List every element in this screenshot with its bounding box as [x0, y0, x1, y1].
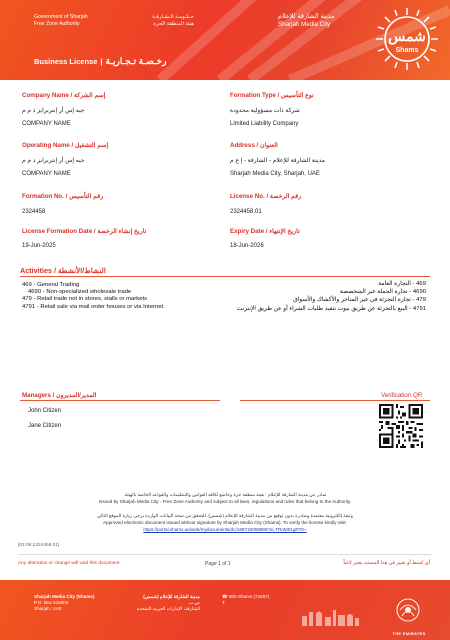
smc-text-block [278, 12, 368, 29]
company-name-value-en: COMPANY NAME [22, 121, 71, 127]
activities-title-en: Activities / [20, 266, 56, 275]
verification-divider [240, 400, 430, 401]
footer-contact-en [34, 594, 95, 612]
verification-qr-title: Verification QR [381, 392, 423, 399]
license-no-label [230, 193, 301, 200]
footer-po-box-ar: ص.ب [188, 600, 200, 605]
verification-link[interactable]: https://portal.shams.ae/web/mydocuments/dc/168715068996?d=TRnM01gRT0= [143, 527, 307, 532]
verification-qr-code-icon[interactable] [379, 404, 423, 448]
address-value-en: Sharjah Media City, Sharjah, UAE [230, 171, 320, 177]
formation-no-label-en: Formation No. / [22, 193, 68, 200]
formation-type-value-en: Limited Liability Company [230, 121, 299, 127]
activity-item-ar: 469 - التجارة العامة [378, 281, 426, 287]
document-reference: [02.08.2324458.01] [18, 543, 60, 548]
footer-divider [18, 554, 432, 555]
expiry-date-label-ar: تاريخ الإنتهاء [269, 228, 300, 235]
formation-type-label [230, 92, 314, 99]
shams-logo-en: Shams [395, 47, 419, 54]
company-name-label-en: Company Name / [22, 92, 73, 99]
formation-type-label-ar: نوع التأسيس [281, 92, 314, 99]
managers-title-ar: المدير/المديرون [56, 392, 97, 399]
disclaimer-ar-2: وثيقة إلكترونية معتمدة وصادرة بدون توقيع من مدينة الشارقة للإعلام (شمس). للتحقق من صحة البيانات الواردة يرجى زيارة الموقع التالي [97, 513, 353, 518]
license-formation-date-label-en: License Formation Date / [22, 228, 96, 235]
government-emblem-text [34, 14, 194, 28]
managers-title [22, 392, 96, 399]
operating-name-label-en: Operating Name / [22, 142, 74, 149]
page-indicator: Page 1 of 1 [205, 561, 231, 567]
license-formation-date-value: 19-Jun-2025 [22, 243, 56, 249]
formation-type-value-ar: شركة ذات مسؤولية محدودة [230, 108, 300, 114]
disclaimer-ar-1: صادر عن مدينة الشارقة للإعلام - هيئة منطقة حرة وخاضع لكافة القوانين والتنظيمات والقواعد الخاصة بالهيئة. [123, 492, 327, 497]
gov-name-en: Government of Sharjah [34, 14, 88, 20]
activities-title-ar: النشاط/الأنشطة [57, 266, 106, 275]
license-no-value: 2324458.01 [230, 209, 262, 215]
company-name-value-ar: جيه إس أر إنتربرايز ذ م م [22, 108, 85, 114]
company-name-label-ar: إسم الشركة [73, 92, 106, 99]
the-emirates-label: THE EMIRATES [392, 631, 426, 636]
footer-org-en: Sharjah Media City (Shams) [34, 594, 95, 599]
activity-item-en: 479 - Retail trade not in stores, stalls or markets [22, 296, 148, 303]
activity-item-en: 4791 - Retail sale via mail order houses or via Internet. [22, 303, 165, 310]
smc-name-en: Sharjah Media City [278, 21, 331, 28]
operating-name-value-en: COMPANY NAME [22, 171, 71, 177]
business-license-title [34, 56, 166, 67]
formation-no-label-ar: رقم التأسيس [69, 193, 104, 200]
gov-name-ar: حـكـومـة الـشـارقـة [152, 14, 194, 20]
footer-banner [0, 580, 450, 640]
activity-item-ar: 4791 - البيع بالتجزئة عن طريق بيوت تنفيذ طلبات الشراء أو عن طريق الإنترنت [236, 305, 426, 312]
manager-name: Jane Citizen [28, 423, 62, 429]
license-no-label-en: License No. / [230, 193, 269, 200]
alteration-notice-en: Any alteration or change will void this document. [18, 561, 121, 566]
activities-divider [20, 276, 430, 277]
skyline-decoration [300, 606, 360, 626]
footer-phone-label: T [222, 600, 225, 605]
title-en: Business License [34, 57, 98, 66]
footer-location-en: Sharjah, UAE [34, 606, 62, 611]
footer-po-box: P.O. Box 515000 [34, 600, 69, 605]
alteration-notice-ar: أي كشط أو تغيير في هذا المستند يعتبر لاغياً. [341, 561, 430, 566]
footer-contact-ar [120, 594, 200, 612]
address-label-en: Address / [230, 142, 259, 149]
company-name-label [22, 92, 105, 99]
activities-list-en [22, 282, 232, 311]
activities-title [20, 266, 106, 275]
license-formation-date-label [22, 228, 146, 235]
the-emirates-logo-icon [380, 594, 436, 634]
footer-org-ar: مدينة الشارقة للإعلام (شمس) [143, 594, 200, 599]
title-ar: رخـصـة تـجـاريـة [105, 56, 167, 66]
operating-name-value-ar: جيه إس أر إنتربرايز ذ م م [22, 158, 85, 164]
activity-item-ar: 4690 - تجارة الجملة غير المتخصصة [339, 289, 426, 296]
footer-location-ar: الشارقة، الإمارات العربية المتحدة [137, 606, 200, 611]
disclaimer-en-2: Approved electronic document issued without signature by Sharjah Media City (Shams). To verify the license kindly visit: [103, 520, 347, 525]
address-label [230, 142, 278, 149]
title-separator: | [100, 57, 103, 66]
address-value-ar: مدينة الشارقة للإعلام - الشارقة - إ ع م [230, 158, 325, 164]
formation-no-value: 2324458 [22, 209, 46, 215]
managers-title-en: Managers / [22, 392, 55, 399]
smc-name-ar: مدينة الشارقة للإعلام [278, 13, 335, 20]
operating-name-label-ar: إسم التشغيل [74, 142, 109, 149]
formation-no-label [22, 193, 103, 200]
phone-icon: ☎ [222, 594, 229, 599]
manager-name: John Citizen [28, 408, 62, 414]
authority-name-en: Free Zone Authority [34, 21, 80, 27]
managers-divider [20, 400, 220, 401]
disclaimer-en-1: Issued by Sharjah Media City - Free Zone Authority and subject to all laws, regulations and rules that belong to the Authority. [98, 499, 352, 504]
address-label-ar: العنوان [259, 142, 278, 149]
expiry-date-value: 18-Jun-2026 [230, 243, 264, 249]
footer-phone-number[interactable]: 800 Shams (74267) [229, 594, 270, 599]
formation-type-label-en: Formation Type / [230, 92, 280, 99]
activity-item-ar: 479 - تجارة التجزئة في غير المتاجر والأكشاك والأسواق [293, 297, 426, 304]
activity-item-en: 469 - General Trading [22, 282, 80, 288]
verification-link-row [70, 527, 380, 533]
footer-phone [222, 594, 269, 606]
expiry-date-label [230, 228, 300, 235]
activities-list-ar [236, 280, 426, 313]
header-banner [0, 0, 450, 80]
activity-item-en: 4690 - Non-specialized wholesale trade [28, 289, 132, 296]
expiry-date-label-en: Expiry Date / [230, 228, 268, 235]
license-no-label-ar: رقم الرخصة [269, 193, 302, 200]
license-formation-date-label-ar: تاريخ إنشاء الرخصة [97, 228, 147, 235]
shams-logo-ar: شمس [388, 28, 426, 44]
operating-name-label [22, 142, 108, 149]
authority-name-ar: هيئة المنطقة الحرة [153, 21, 194, 27]
